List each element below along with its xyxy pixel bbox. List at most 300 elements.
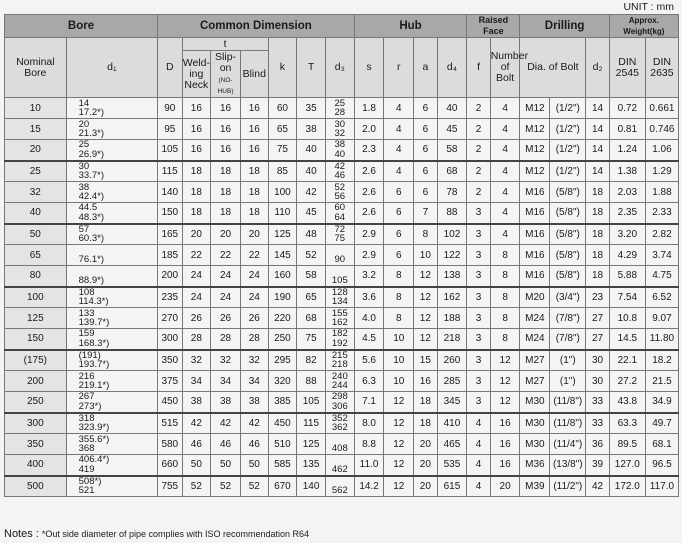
d4-cell: 615 — [437, 476, 467, 497]
blind-t-cell: 16 — [240, 119, 268, 140]
k-cell: 125 — [268, 224, 297, 245]
a-header: a — [414, 38, 437, 98]
d2-cell: 23 — [586, 287, 609, 308]
k-cell: 250 — [268, 329, 297, 350]
bolt-inch-cell: (3/4") — [550, 287, 586, 308]
a-cell: 6 — [414, 98, 437, 119]
welding-neck-t-cell: 24 — [182, 287, 211, 308]
welding-neck-t-cell: 26 — [182, 308, 211, 329]
number-of-bolt-cell: 12 — [490, 371, 520, 392]
d4-cell: 78 — [437, 182, 467, 203]
d4-cell: 58 — [437, 140, 467, 161]
a-cell: 20 — [414, 455, 437, 476]
table-row — [5, 119, 679, 140]
blind-t-cell: 20 — [240, 224, 268, 245]
slip-on-t-cell: 32 — [211, 350, 241, 371]
f-header: f — [467, 38, 490, 98]
d4-header: d₄ — [437, 38, 467, 98]
blind-t-cell: 16 — [240, 140, 268, 161]
k-cell: 160 — [268, 266, 297, 287]
d3-cell: 215 218 — [325, 350, 354, 371]
table-row — [5, 287, 679, 308]
D-cell: 140 — [158, 182, 182, 203]
weight-din2635-cell: 9.07 — [645, 308, 678, 329]
table-row — [5, 98, 679, 119]
d1-cell: 267 273*) — [66, 392, 157, 413]
weight-group-header: Approx. Weight(kg) — [609, 15, 678, 38]
d3-cell: 298 306 — [325, 392, 354, 413]
a-cell: 12 — [414, 287, 437, 308]
d3-cell: 60 64 — [325, 203, 354, 224]
slip-on-t-cell: 38 — [211, 392, 241, 413]
d4-cell: 535 — [437, 455, 467, 476]
r-cell: 6 — [384, 182, 414, 203]
nominal-bore-cell: 100 — [5, 287, 67, 308]
slip-on-t-cell: 16 — [211, 98, 241, 119]
D-cell: 270 — [158, 308, 182, 329]
weight-din2635-cell: 11.80 — [645, 329, 678, 350]
bolt-inch-cell: (5/8") — [550, 245, 586, 266]
dia-of-bolt-header: Dia. of Bolt — [520, 38, 586, 98]
a-cell: 20 — [414, 434, 437, 455]
weight-din2545-cell: 1.24 — [609, 140, 645, 161]
k-cell: 65 — [268, 119, 297, 140]
d1-cell: 508*) 521 — [66, 476, 157, 497]
nominal-bore-cell: 10 — [5, 98, 67, 119]
d3-cell: 462 — [325, 455, 354, 476]
a-cell: 12 — [414, 266, 437, 287]
bolt-size-cell: M36 — [520, 455, 550, 476]
s-cell: 2.3 — [354, 140, 384, 161]
d1-cell: 88.9*) — [66, 266, 157, 287]
din2635-header: DIN 2635 — [645, 38, 678, 98]
number-of-bolt-cell: 4 — [490, 182, 520, 203]
table-row — [5, 203, 679, 224]
r-cell: 4 — [384, 119, 414, 140]
bolt-inch-cell: (5/8") — [550, 182, 586, 203]
f-cell: 3 — [467, 203, 490, 224]
a-cell: 12 — [414, 308, 437, 329]
d1-cell: 108 114.3*) — [66, 287, 157, 308]
bolt-size-cell: M12 — [520, 98, 550, 119]
T-cell: 140 — [297, 476, 326, 497]
bolt-inch-cell: (1/2") — [550, 98, 586, 119]
k-cell: 110 — [268, 203, 297, 224]
r-cell: 8 — [384, 266, 414, 287]
bolt-size-cell: M24 — [520, 329, 550, 350]
number-of-bolt-cell: 16 — [490, 413, 520, 434]
weight-din2545-cell: 0.72 — [609, 98, 645, 119]
d4-cell: 162 — [437, 287, 467, 308]
r-cell: 4 — [384, 98, 414, 119]
d3-cell: 562 — [325, 476, 354, 497]
bolt-inch-cell: (13/8") — [550, 455, 586, 476]
k-cell: 220 — [268, 308, 297, 329]
bolt-size-cell: M20 — [520, 287, 550, 308]
d2-cell: 30 — [586, 371, 609, 392]
d4-cell: 465 — [437, 434, 467, 455]
bolt-size-cell: M12 — [520, 140, 550, 161]
d4-cell: 188 — [437, 308, 467, 329]
blind-t-cell: 22 — [240, 245, 268, 266]
D-cell: 105 — [158, 140, 182, 161]
notes-text: *Out side diameter of pipe complies with ISO recommendation R64 — [41, 529, 310, 539]
f-cell: 2 — [467, 119, 490, 140]
d1-cell: 14 17.2*) — [66, 98, 157, 119]
d2-cell: 27 — [586, 329, 609, 350]
d1-cell: 57 60.3*) — [66, 224, 157, 245]
s-cell: 5.6 — [354, 350, 384, 371]
bolt-size-cell: M16 — [520, 245, 550, 266]
nominal-bore-cell: 300 — [5, 413, 67, 434]
blind-t-cell: 34 — [240, 371, 268, 392]
r-cell: 12 — [384, 476, 414, 497]
k-cell: 190 — [268, 287, 297, 308]
T-cell: 125 — [297, 434, 326, 455]
r-cell: 10 — [384, 371, 414, 392]
slip-on-t-cell: 20 — [211, 224, 241, 245]
number-of-bolt-cell: 4 — [490, 224, 520, 245]
r-cell: 12 — [384, 392, 414, 413]
d4-cell: 138 — [437, 266, 467, 287]
weight-din2635-cell: 4.75 — [645, 266, 678, 287]
d1-cell: (191) 193.7*) — [66, 350, 157, 371]
nominal-bore-cell: 250 — [5, 392, 67, 413]
d2-header: d₂ — [586, 38, 609, 98]
d1-cell: 406.4*) 419 — [66, 455, 157, 476]
s-cell: 11.0 — [354, 455, 384, 476]
s-cell: 2.9 — [354, 245, 384, 266]
bolt-size-cell: M24 — [520, 308, 550, 329]
d1-cell: 355.6*) 368 — [66, 434, 157, 455]
welding-neck-t-cell: 34 — [182, 371, 211, 392]
r-cell: 4 — [384, 140, 414, 161]
a-cell: 10 — [414, 245, 437, 266]
k-header: k — [268, 38, 297, 98]
weight-din2545-cell: 127.0 — [609, 455, 645, 476]
weight-din2545-cell: 2.03 — [609, 182, 645, 203]
D-cell: 150 — [158, 203, 182, 224]
k-cell: 75 — [268, 140, 297, 161]
weight-din2635-cell: 49.7 — [645, 413, 678, 434]
blind-t-cell: 28 — [240, 329, 268, 350]
slip-on-t-cell: 18 — [211, 182, 241, 203]
s-cell: 4.5 — [354, 329, 384, 350]
d4-cell: 285 — [437, 371, 467, 392]
a-cell: 6 — [414, 182, 437, 203]
welding-neck-t-cell: 38 — [182, 392, 211, 413]
weight-din2545-cell: 22.1 — [609, 350, 645, 371]
d4-cell: 40 — [437, 98, 467, 119]
bolt-size-cell: M27 — [520, 350, 550, 371]
s-cell: 2.6 — [354, 203, 384, 224]
weight-din2545-cell: 63.3 — [609, 413, 645, 434]
d3-cell: 408 — [325, 434, 354, 455]
bolt-size-cell: M30 — [520, 392, 550, 413]
d3-cell: 155 162 — [325, 308, 354, 329]
bolt-size-cell: M30 — [520, 434, 550, 455]
nominal-bore-cell: 350 — [5, 434, 67, 455]
blind-header: Blind — [240, 51, 268, 98]
d2-cell: 18 — [586, 245, 609, 266]
weight-din2545-cell: 14.5 — [609, 329, 645, 350]
d2-cell: 14 — [586, 161, 609, 182]
T-cell: 75 — [297, 329, 326, 350]
r-cell: 12 — [384, 434, 414, 455]
welding-neck-t-cell: 18 — [182, 203, 211, 224]
number-of-bolt-cell: 8 — [490, 287, 520, 308]
f-cell: 4 — [467, 434, 490, 455]
d1-cell: 20 21.3*) — [66, 119, 157, 140]
d2-cell: 18 — [586, 224, 609, 245]
a-cell: 12 — [414, 329, 437, 350]
s-cell: 2.6 — [354, 161, 384, 182]
bolt-size-cell: M12 — [520, 161, 550, 182]
d4-cell: 102 — [437, 224, 467, 245]
weight-din2545-cell: 4.29 — [609, 245, 645, 266]
r-cell: 10 — [384, 350, 414, 371]
d2-cell: 33 — [586, 413, 609, 434]
d2-cell: 27 — [586, 308, 609, 329]
bolt-size-cell: M30 — [520, 413, 550, 434]
k-cell: 295 — [268, 350, 297, 371]
a-cell: 18 — [414, 392, 437, 413]
welding-neck-t-cell: 24 — [182, 266, 211, 287]
number-of-bolt-cell: 8 — [490, 308, 520, 329]
weight-din2545-cell: 10.8 — [609, 308, 645, 329]
bolt-inch-cell: (11/4") — [550, 434, 586, 455]
D-cell: 755 — [158, 476, 182, 497]
T-cell: 40 — [297, 161, 326, 182]
bolt-size-cell: M27 — [520, 371, 550, 392]
T-cell: 65 — [297, 287, 326, 308]
a-cell: 18 — [414, 413, 437, 434]
D-cell: 580 — [158, 434, 182, 455]
table-row — [5, 182, 679, 203]
r-cell: 12 — [384, 413, 414, 434]
nominal-bore-header: Nominal Bore — [5, 38, 67, 98]
r-cell: 10 — [384, 329, 414, 350]
f-cell: 2 — [467, 182, 490, 203]
blind-t-cell: 50 — [240, 455, 268, 476]
bolt-inch-cell: (7/8") — [550, 308, 586, 329]
d3-header: d₃ — [325, 38, 354, 98]
d3-cell: 42 46 — [325, 161, 354, 182]
number-of-bolt-cell: 8 — [490, 266, 520, 287]
d4-cell: 88 — [437, 203, 467, 224]
table-row — [5, 245, 679, 266]
flange-dimension-table — [4, 14, 679, 497]
table-row — [5, 266, 679, 287]
D-cell: 200 — [158, 266, 182, 287]
d1-cell: 25 26.9*) — [66, 140, 157, 161]
weight-din2545-cell: 3.20 — [609, 224, 645, 245]
r-header: r — [384, 38, 414, 98]
unit-label: UNIT : mm — [623, 1, 674, 13]
table-row — [5, 371, 679, 392]
k-cell: 60 — [268, 98, 297, 119]
d3-cell: 30 32 — [325, 119, 354, 140]
d4-cell: 345 — [437, 392, 467, 413]
T-cell: 35 — [297, 98, 326, 119]
f-cell: 3 — [467, 287, 490, 308]
nominal-bore-cell: 32 — [5, 182, 67, 203]
nominal-bore-cell: 20 — [5, 140, 67, 161]
bolt-inch-cell: (1") — [550, 371, 586, 392]
D-cell: 300 — [158, 329, 182, 350]
k-cell: 320 — [268, 371, 297, 392]
slip-on-t-cell: 42 — [211, 413, 241, 434]
f-cell: 3 — [467, 308, 490, 329]
d3-cell: 128 134 — [325, 287, 354, 308]
d1-cell: 30 33.7*) — [66, 161, 157, 182]
number-of-bolt-cell: 16 — [490, 455, 520, 476]
hub-group-header: Hub — [354, 15, 467, 38]
welding-neck-header: Weld- ing Neck — [182, 51, 211, 98]
weight-din2545-cell: 1.38 — [609, 161, 645, 182]
table-row — [5, 434, 679, 455]
blind-t-cell: 16 — [240, 98, 268, 119]
bolt-inch-cell: (5/8") — [550, 266, 586, 287]
d3-cell: 182 192 — [325, 329, 354, 350]
t-header: t — [182, 38, 268, 51]
D-cell: 185 — [158, 245, 182, 266]
f-cell: 2 — [467, 161, 490, 182]
slip-on-t-cell: 50 — [211, 455, 241, 476]
number-of-bolt-header: Number of Bolt — [490, 38, 520, 98]
a-cell: 6 — [414, 161, 437, 182]
number-of-bolt-cell: 4 — [490, 203, 520, 224]
weight-din2635-cell: 96.5 — [645, 455, 678, 476]
f-cell: 3 — [467, 392, 490, 413]
slip-on-t-cell: 16 — [211, 140, 241, 161]
welding-neck-t-cell: 18 — [182, 161, 211, 182]
s-cell: 3.6 — [354, 287, 384, 308]
s-cell: 2.9 — [354, 224, 384, 245]
r-cell: 4 — [384, 161, 414, 182]
table-row — [5, 455, 679, 476]
slip-on-t-cell: 52 — [211, 476, 241, 497]
blind-t-cell: 18 — [240, 182, 268, 203]
bolt-inch-cell: (1/2") — [550, 119, 586, 140]
s-cell: 7.1 — [354, 392, 384, 413]
welding-neck-t-cell: 16 — [182, 140, 211, 161]
slip-on-header: Slip- on (NO-HUB) — [211, 51, 241, 98]
T-cell: 45 — [297, 203, 326, 224]
blind-t-cell: 18 — [240, 161, 268, 182]
T-cell: 42 — [297, 182, 326, 203]
d2-cell: 42 — [586, 476, 609, 497]
weight-din2635-cell: 1.88 — [645, 182, 678, 203]
nominal-bore-cell: 125 — [5, 308, 67, 329]
s-cell: 6.3 — [354, 371, 384, 392]
bolt-size-cell: M16 — [520, 266, 550, 287]
d3-cell: 105 — [325, 266, 354, 287]
D-cell: 515 — [158, 413, 182, 434]
s-header: s — [354, 38, 384, 98]
f-cell: 4 — [467, 476, 490, 497]
k-cell: 385 — [268, 392, 297, 413]
d3-cell: 352 362 — [325, 413, 354, 434]
nominal-bore-cell: 15 — [5, 119, 67, 140]
T-cell: 52 — [297, 245, 326, 266]
nominal-bore-cell: 200 — [5, 371, 67, 392]
f-cell: 4 — [467, 413, 490, 434]
blind-t-cell: 38 — [240, 392, 268, 413]
bolt-size-cell: M39 — [520, 476, 550, 497]
table-row — [5, 392, 679, 413]
bolt-inch-cell: (11/8") — [550, 413, 586, 434]
d3-cell: 38 40 — [325, 140, 354, 161]
f-cell: 3 — [467, 266, 490, 287]
table-body — [5, 98, 679, 497]
din2545-header: DIN 2545 — [609, 38, 645, 98]
d1-cell: 133 139.7*) — [66, 308, 157, 329]
slip-on-t-cell: 34 — [211, 371, 241, 392]
welding-neck-t-cell: 16 — [182, 119, 211, 140]
weight-din2545-cell: 5.88 — [609, 266, 645, 287]
s-cell: 8.8 — [354, 434, 384, 455]
table-row — [5, 329, 679, 350]
f-cell: 3 — [467, 329, 490, 350]
k-cell: 100 — [268, 182, 297, 203]
k-cell: 585 — [268, 455, 297, 476]
raised-face-group-header: Raised Face — [467, 15, 520, 38]
weight-din2545-cell: 172.0 — [609, 476, 645, 497]
f-cell: 3 — [467, 371, 490, 392]
d2-cell: 18 — [586, 182, 609, 203]
weight-din2635-cell: 117.0 — [645, 476, 678, 497]
welding-neck-t-cell: 18 — [182, 182, 211, 203]
s-cell: 2.0 — [354, 119, 384, 140]
table-row — [5, 140, 679, 161]
slip-on-t-cell: 16 — [211, 119, 241, 140]
bolt-inch-cell: (11/8") — [550, 392, 586, 413]
weight-din2545-cell: 2.35 — [609, 203, 645, 224]
table-row — [5, 350, 679, 371]
bolt-inch-cell: (1/2") — [550, 161, 586, 182]
d2-cell: 36 — [586, 434, 609, 455]
D-cell: 375 — [158, 371, 182, 392]
d1-cell: 318 323.9*) — [66, 413, 157, 434]
welding-neck-t-cell: 52 — [182, 476, 211, 497]
k-cell: 670 — [268, 476, 297, 497]
d2-cell: 18 — [586, 203, 609, 224]
nominal-bore-cell: (175) — [5, 350, 67, 371]
k-cell: 145 — [268, 245, 297, 266]
f-cell: 2 — [467, 98, 490, 119]
weight-din2635-cell: 18.2 — [645, 350, 678, 371]
drilling-group-header: Drilling — [520, 15, 609, 38]
k-cell: 450 — [268, 413, 297, 434]
d4-cell: 68 — [437, 161, 467, 182]
slip-on-t-cell: 46 — [211, 434, 241, 455]
d3-cell: 240 244 — [325, 371, 354, 392]
r-cell: 12 — [384, 455, 414, 476]
d2-cell: 30 — [586, 350, 609, 371]
T-cell: 105 — [297, 392, 326, 413]
welding-neck-t-cell: 46 — [182, 434, 211, 455]
D-cell: 350 — [158, 350, 182, 371]
nominal-bore-cell: 80 — [5, 266, 67, 287]
T-cell: 48 — [297, 224, 326, 245]
weight-din2635-cell: 0.661 — [645, 98, 678, 119]
d4-cell: 260 — [437, 350, 467, 371]
weight-din2635-cell: 34.9 — [645, 392, 678, 413]
r-cell: 8 — [384, 308, 414, 329]
blind-t-cell: 42 — [240, 413, 268, 434]
table-row — [5, 224, 679, 245]
